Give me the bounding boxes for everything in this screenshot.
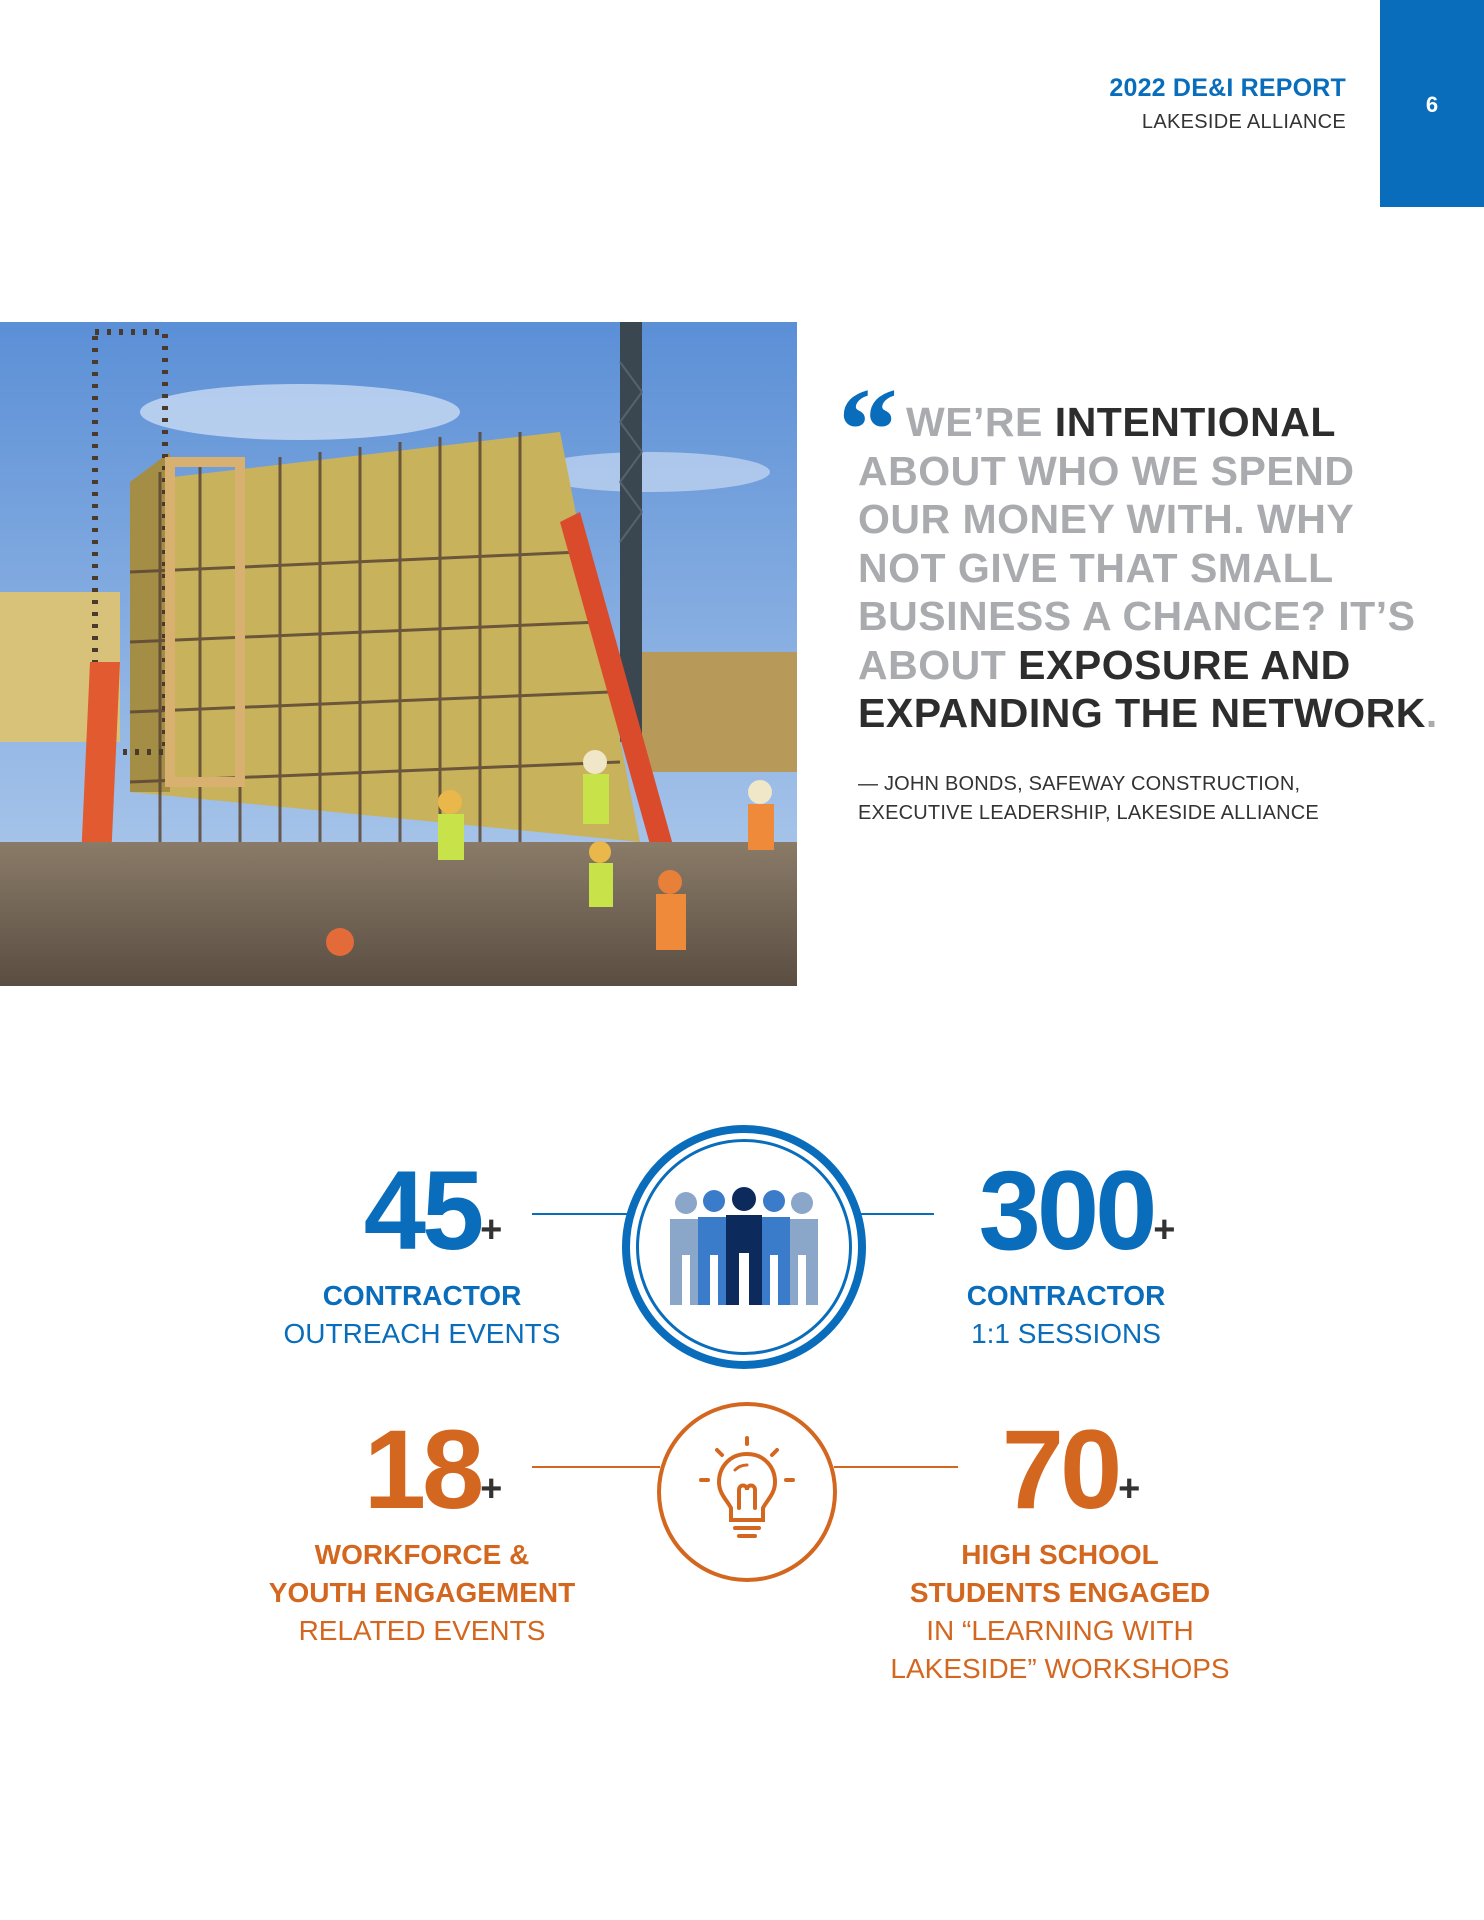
lightbulb-icon bbox=[697, 1436, 797, 1546]
quote-text bbox=[838, 398, 1438, 738]
stat-label-bold: CONTRACTOR bbox=[322, 1280, 522, 1311]
stat-label-bold-line-2: STUDENTS ENGAGED bbox=[909, 1577, 1211, 1608]
stat-label: 1:1 SESSIONS bbox=[971, 1318, 1161, 1349]
attribution-line-2: EXECUTIVE LEADERSHIP, LAKESIDE ALLIANCE bbox=[858, 801, 1319, 824]
stat-label: RELATED EVENTS bbox=[298, 1615, 546, 1646]
stat-label-bold-line-2: YOUTH ENGAGEMENT bbox=[268, 1577, 576, 1608]
stat-label-line-2: LAKESIDE” WORKSHOPS bbox=[890, 1653, 1230, 1684]
quote-mark-icon: “ bbox=[838, 363, 892, 496]
stat-label-bold bbox=[232, 1536, 612, 1612]
quote-seg-3: ABOUT WHO WE SPEND OUR MONEY WITH. WHY NOT GIVE THAT SMALL BUSINESS A CHANCE? IT’S ABOUT bbox=[858, 447, 1416, 688]
report-header bbox=[1109, 74, 1346, 134]
stat-label-bold-line-1: HIGH SCHOOL bbox=[961, 1539, 1159, 1570]
stat-number: 45 bbox=[363, 1148, 481, 1273]
quote-attribution bbox=[838, 770, 1438, 828]
stat-value bbox=[978, 1148, 1176, 1273]
stat-high-school-students bbox=[850, 1407, 1270, 1688]
attribution-line-1: — JOHN BONDS, SAFEWAY CONSTRUCTION, bbox=[858, 772, 1301, 795]
stat-value bbox=[1001, 1407, 1141, 1532]
plus-sign: + bbox=[480, 1209, 503, 1251]
stat-number: 300 bbox=[978, 1148, 1154, 1273]
quote-seg-1: WE’RE bbox=[906, 399, 1055, 445]
page-number-tab bbox=[1380, 0, 1484, 207]
stat-value bbox=[363, 1407, 503, 1532]
page-number: 6 bbox=[1425, 92, 1439, 117]
plus-sign: + bbox=[1118, 1468, 1141, 1510]
stat-workforce-events bbox=[232, 1407, 612, 1650]
organization-name: LAKESIDE ALLIANCE bbox=[1141, 111, 1346, 133]
stat-label-bold bbox=[850, 1536, 1270, 1612]
stat-number: 18 bbox=[363, 1407, 481, 1532]
report-title: 2022 DE&I REPORT bbox=[1109, 74, 1346, 102]
quote-seg-4: EXPOSURE AND EXPANDING THE NETWORK bbox=[858, 641, 1426, 736]
quote-block bbox=[838, 363, 1438, 828]
plus-sign: + bbox=[1153, 1209, 1176, 1251]
construction-photo-graphic bbox=[0, 322, 797, 986]
quote-seg-2: INTENTIONAL bbox=[1054, 399, 1336, 445]
stat-label bbox=[850, 1612, 1270, 1688]
plus-sign: + bbox=[480, 1468, 503, 1510]
stat-one-on-one-sessions bbox=[876, 1148, 1256, 1353]
stat-label: OUTREACH EVENTS bbox=[283, 1318, 561, 1349]
stat-value bbox=[363, 1148, 503, 1273]
quote-seg-5: . bbox=[1425, 690, 1438, 736]
construction-site-photo bbox=[0, 322, 797, 986]
people-group-icon bbox=[664, 1185, 824, 1305]
stat-number: 70 bbox=[1001, 1407, 1119, 1532]
stat-outreach-events bbox=[232, 1148, 612, 1353]
stat-label-bold-line-1: WORKFORCE & bbox=[314, 1539, 530, 1570]
stat-label-line-1: IN “LEARNING WITH bbox=[926, 1615, 1194, 1646]
stat-label-bold: CONTRACTOR bbox=[966, 1280, 1166, 1311]
